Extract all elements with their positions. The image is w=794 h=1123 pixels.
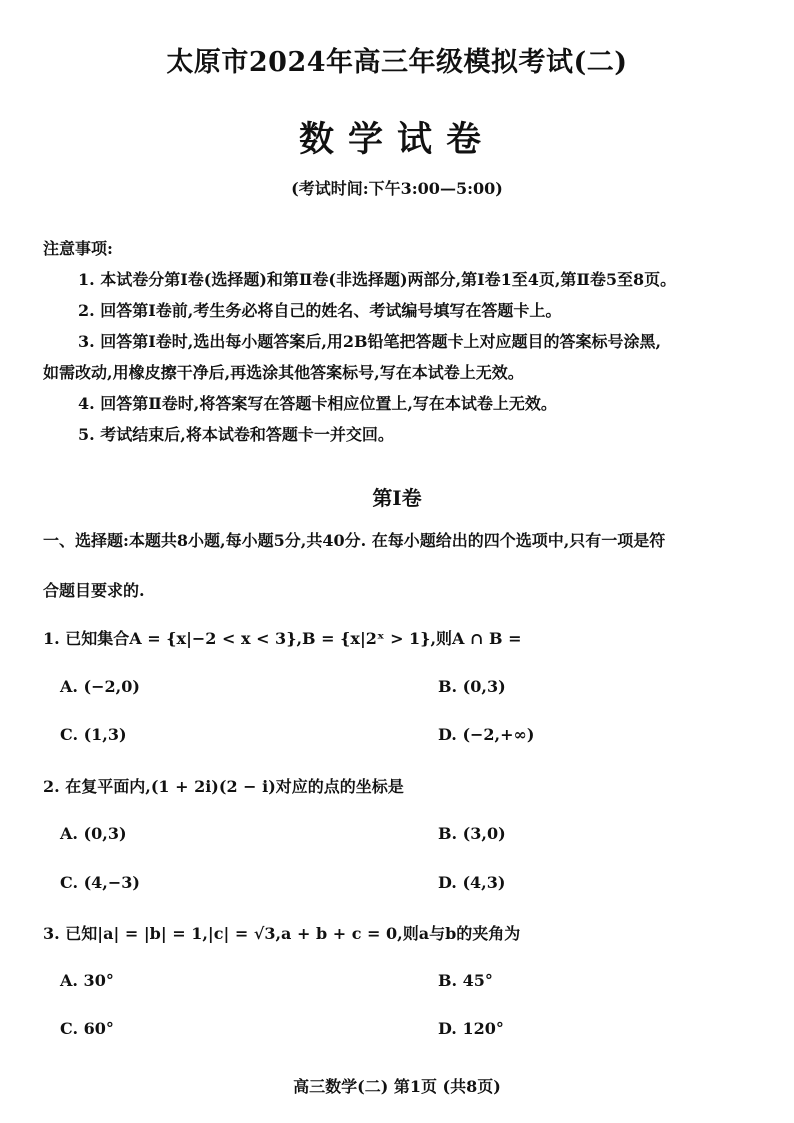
note-item: 5. 考试结束后,将本试卷和答题卡一并交回。 xyxy=(78,425,394,444)
note-item: 1. 本试卷分第Ⅰ卷(选择题)和第Ⅱ卷(非选择题)两部分,第Ⅰ卷1至4页,第Ⅱ卷5至8页。 xyxy=(78,270,677,289)
note-item: 4. 回答第Ⅱ卷时,将答案写在答题卡相应位置上,写在本试卷上无效。 xyxy=(78,394,557,413)
notes-heading: 注意事项: xyxy=(43,239,113,258)
note-item: 2. 回答第Ⅰ卷前,考生务必将自己的姓名、考试编号填写在答题卡上。 xyxy=(78,301,562,320)
exam-time: (考试时间:下午3:00—5:00) xyxy=(291,179,503,198)
section-intro: 一、选择题:本题共8小题,每小题5分,共40分. 在每小题给出的四个选项中,只有一项是符 xyxy=(43,531,666,550)
option-d: D. (4,3) xyxy=(438,873,506,892)
page-footer: 高三数学(二) 第1页 (共8页) xyxy=(293,1077,501,1096)
option-d: D. (−2,+∞) xyxy=(438,725,535,744)
question-stem: 3. 已知|a| = |b| = 1,|c| = √3,a + b + c = 0,则a与b的夹角为 xyxy=(43,924,521,943)
note-item-continuation: 如需改动,用橡皮擦干净后,再选涂其他答案标号,写在本试卷上无效。 xyxy=(43,363,524,382)
option-c: C. 60° xyxy=(60,1019,114,1038)
section-title: 第Ⅰ卷 xyxy=(372,486,422,510)
note-item: 3. 回答第Ⅰ卷时,选出每小题答案后,用2B铅笔把答题卡上对应题目的答案标号涂黑, xyxy=(78,332,662,351)
option-a: A. 30° xyxy=(60,971,114,990)
exam-title: 太原市2024年高三年级模拟考试(二) xyxy=(166,47,628,78)
option-d: D. 120° xyxy=(438,1019,504,1038)
option-c: C. (1,3) xyxy=(60,725,127,744)
option-c: C. (4,−3) xyxy=(60,873,140,892)
option-a: A. (0,3) xyxy=(60,824,127,843)
option-b: B. (0,3) xyxy=(438,677,506,696)
question-stem: 2. 在复平面内,(1 + 2i)(2 − i)对应的点的坐标是 xyxy=(43,777,404,796)
section-intro-continuation: 合题目要求的. xyxy=(43,581,145,600)
subject-title: 数学试卷 xyxy=(298,119,495,160)
option-b: B. 45° xyxy=(438,971,493,990)
question-stem: 1. 已知集合A = {x|−2 < x < 3},B = {x|2ˣ > 1},则A ∩ B = xyxy=(43,629,522,648)
option-a: A. (−2,0) xyxy=(60,677,140,696)
option-b: B. (3,0) xyxy=(438,824,506,843)
